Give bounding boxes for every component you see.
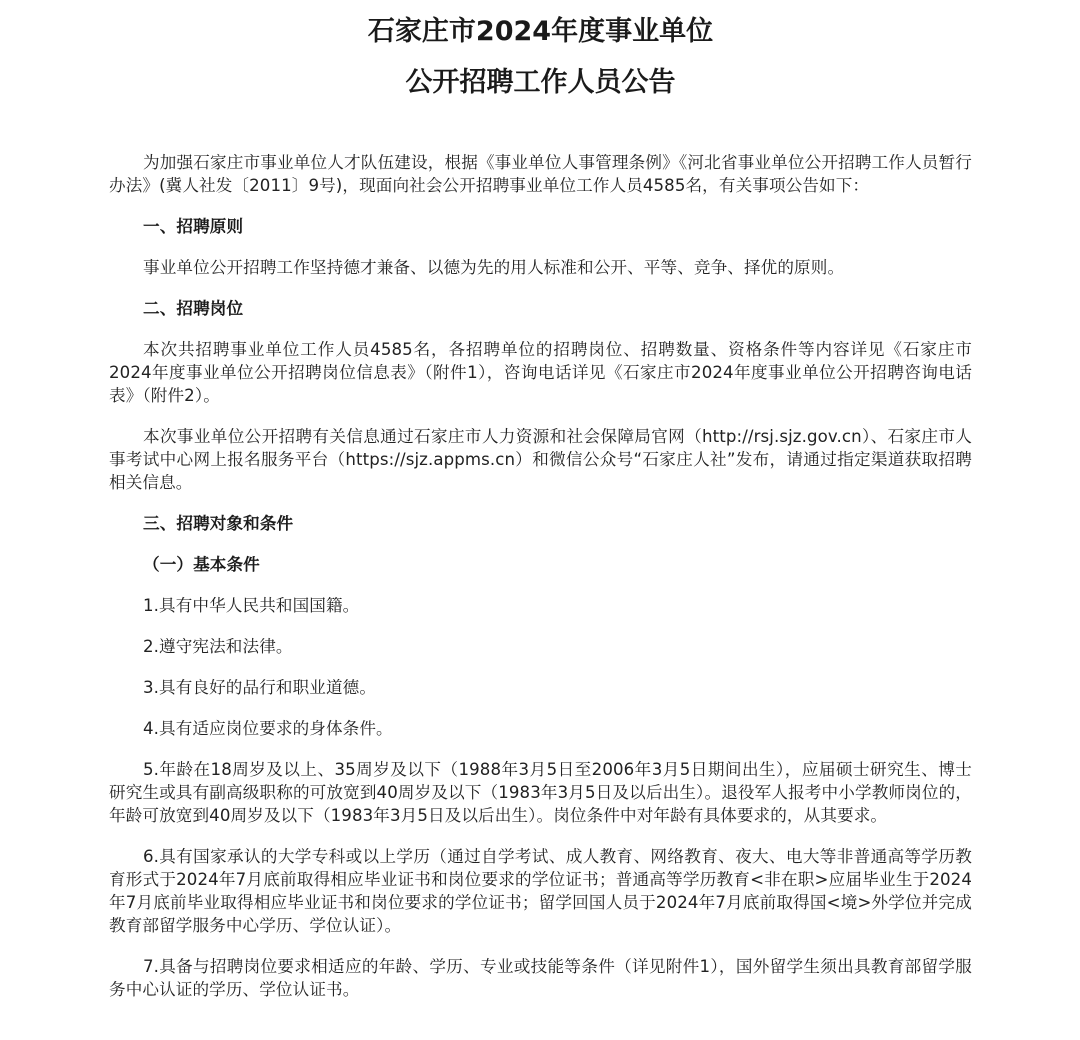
principles-paragraph: 事业单位公开招聘工作坚持德才兼备、以德为先的用人标准和公开、平等、竞争、择优的原则。 [143, 258, 845, 277]
condition-item-3: 3.具有良好的品行和职业道德。 [143, 678, 377, 697]
positions-paragraph: 本次共招聘事业单位工作人员4585名，各招聘单位的招聘岗位、招聘数量、资格条件等内容详见《石家庄市2024年度事业单位公开招聘岗位信息表》（附件1），咨询电话详见《石家庄市2024年度事业单位公开招聘咨询电话表》（附件2）。 [109, 340, 972, 405]
condition-item-1: 1.具有中华人民共和国国籍。 [143, 596, 360, 615]
section-heading-principles: 一、招聘原则 [143, 217, 244, 236]
condition-item-6: 6.具有国家承认的大学专科或以上学历（通过自学考试、成人教育、网络教育、夜大、电大等非普通高等学历教育形式于2024年7月底前取得相应毕业证书和岗位要求的学位证书；普通高等学历教育<非在职>应届毕业生于2024年7月底前毕业取得相应毕业证书和岗位要求的学位证书；留学回国人员于2024年7月底前取得国<境>外学位并完成教育部留学服务中心学历、学位认证）。 [109, 847, 972, 935]
condition-item-7: 7.具备与招聘岗位要求相适应的年龄、学历、专业或技能等条件（详见附件1），国外留学生须出具教育部留学服务中心认证的学历、学位认证书。 [109, 957, 972, 999]
section-heading-conditions: 三、招聘对象和条件 [143, 514, 294, 533]
condition-item-4: 4.具有适应岗位要求的身体条件。 [143, 719, 393, 738]
info-channels-paragraph: 本次事业单位公开招聘有关信息通过石家庄市人力资源和社会保障局官网（http://rsj.sjz.gov.cn）、石家庄市人事考试中心网上报名服务平台（https://sjz.appms.cn）和微信公众号“石家庄人社”发布，请通过指定渠道获取招聘相关信息。 [109, 427, 972, 492]
condition-item-2: 2.遵守宪法和法律。 [143, 637, 293, 656]
document-body [109, 151, 972, 1001]
section-heading-positions: 二、招聘岗位 [143, 299, 244, 318]
document-title-line-2: 公开招聘工作人员公告 [405, 67, 676, 98]
condition-item-5: 5.年龄在18周岁及以上、35周岁及以下（1988年3月5日至2006年3月5日期间出生），应届硕士研究生、博士研究生或具有副高级职称的可放宽到40周岁及以下（1983年3月5日及以后出生）。退役军人报考中小学教师岗位的，年龄可放宽到40周岁及以下（1983年3月5日及以后出生）。岗位条件中对年龄有具体要求的，从其要求。 [109, 760, 972, 825]
document-title-line-1: 石家庄市2024年度事业单位 [367, 16, 714, 47]
subsection-heading-basic-conditions: （一）基本条件 [143, 555, 260, 574]
intro-paragraph: 为加强石家庄市事业单位人才队伍建设，根据《事业单位人事管理条例》《河北省事业单位公开招聘工作人员暂行办法》(冀人社发〔2011〕9号)，现面向社会公开招聘事业单位工作人员4585名，有关事项公告如下： [109, 153, 972, 195]
